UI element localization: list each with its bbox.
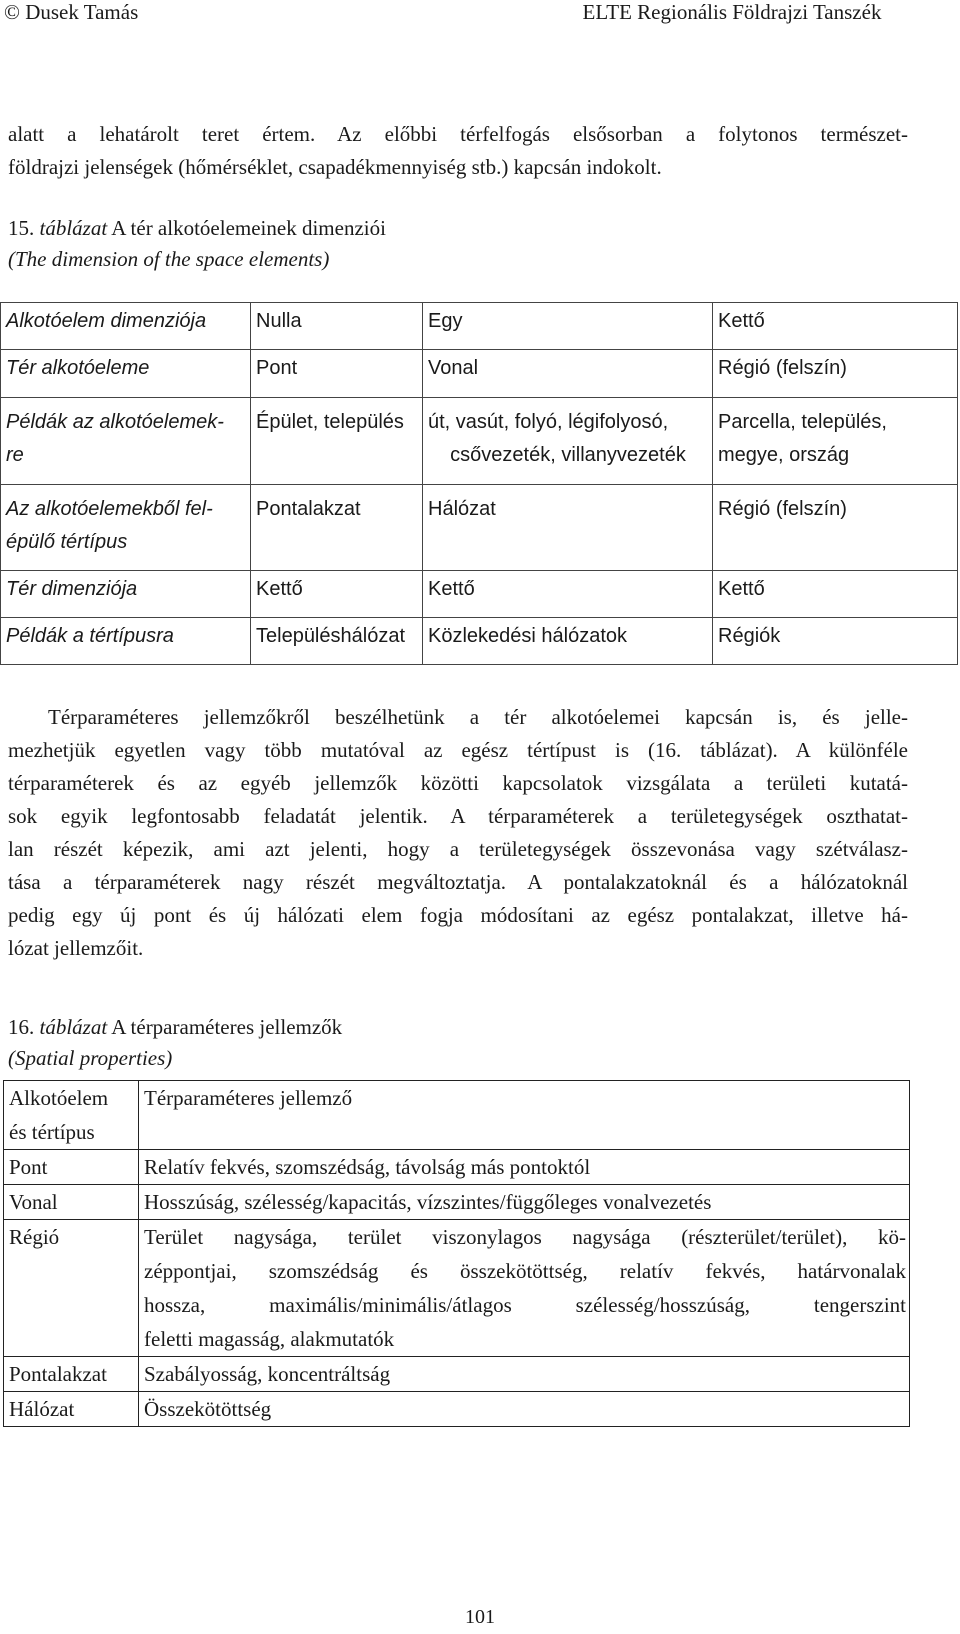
- table15-cell: Pont: [251, 350, 423, 398]
- table15-cell: Pontalakzat: [251, 485, 423, 571]
- body-line: tása a térparaméterek nagy részét megváltoztatja. A pontalakzatoknál és a hálózatoknál: [8, 870, 908, 894]
- table15-key-cell: Tér dimenziója: [1, 571, 251, 618]
- table15-cell: Nulla: [251, 303, 423, 350]
- table15-cell: Régió (felszín): [713, 485, 958, 571]
- table-row: [4, 1150, 910, 1185]
- table15-cell: Parcella, település, megye, ország: [713, 398, 958, 485]
- table15-cell: Kettő: [423, 571, 713, 618]
- table15-label: táblázat: [39, 216, 108, 240]
- intro-paragraph: [8, 118, 908, 184]
- body-line: pedig egy új pont és új hálózati elem fogja módosítani az egész pontalakzat, illetve há-: [8, 903, 908, 927]
- table16-title: A térparaméteres jellemzők: [111, 1015, 343, 1039]
- table16-key-cell: Pont: [4, 1150, 139, 1185]
- table15-key-cell: Az alkotóelemekből fel- épülő tértípus: [1, 485, 251, 571]
- table15-cell: Vonal: [423, 350, 713, 398]
- body-paragraph: [8, 701, 908, 965]
- body-line: Térparaméteres jellemzőkről beszélhetünk a tér alkotóelemei kapcsán is, és jelle-: [48, 705, 908, 729]
- table15-cell: Kettő: [713, 571, 958, 618]
- table16-key-cell: Pontalakzat: [4, 1357, 139, 1392]
- table15-key-cell: Alkotóelem dimenziója: [1, 303, 251, 350]
- table15-caption: [8, 213, 386, 243]
- intro-line: alatt a lehatárolt teret értem. Az előbbi térfelfogás elsősorban a folytonos természet-: [8, 122, 908, 146]
- table16-key-cell: Vonal: [4, 1185, 139, 1220]
- table15-cell: Régiók: [713, 618, 958, 665]
- page-number: 101: [465, 1606, 495, 1628]
- table-row: [4, 1357, 910, 1392]
- table16-caption: [8, 1012, 342, 1042]
- table15-cell: Épület, település: [251, 398, 423, 485]
- table15-key-cell: Tér alkotóeleme: [1, 350, 251, 398]
- table15-title: A tér alkotóelemeinek dimenziói: [111, 216, 386, 240]
- table-row: [1, 485, 958, 571]
- table15-cell: Egy: [423, 303, 713, 350]
- table15-caption-en: (The dimension of the space elements): [8, 247, 330, 271]
- table15-number: 15.: [8, 216, 35, 240]
- table16-value-cell: Relatív fekvés, szomszédság, távolság más pontoktól: [139, 1150, 910, 1185]
- header-left: © Dusek Tamás: [4, 0, 139, 24]
- table16-key-cell: Hálózat: [4, 1392, 139, 1427]
- table15-cell: Hálózat: [423, 485, 713, 571]
- table15-cell: Kettő: [251, 571, 423, 618]
- table16-key-cell: Alkotóelem és tértípus: [4, 1081, 139, 1150]
- table15-cell: Kettő: [713, 303, 958, 350]
- body-line: sok egyik legfontosabb feladatát jelentik. A térparaméterek a területegységek oszthatat-: [8, 804, 908, 828]
- table15-cell: Településhálózat: [251, 618, 423, 665]
- table16-value-cell: Összekötöttség: [139, 1392, 910, 1427]
- table16-value-cell: Terület nagysága, terület viszonylagos nagysága (részterület/terület), kö- zéppontjai, szomszédság és összekötöttség, relatív fekvés, határvonalak hossza, maximális/minimális/átlagos szélesség/hosszúság, tengerszint feletti magasság, alakmutatók: [139, 1220, 910, 1357]
- table16-label: táblázat: [39, 1015, 108, 1039]
- table-row: [1, 303, 958, 350]
- body-line: térparaméterek és az egyéb jellemzők közötti kapcsolatok vizsgálata a területi kutatá-: [8, 771, 908, 795]
- table15: [0, 302, 958, 665]
- body-line: lózat jellemzőit.: [8, 936, 144, 960]
- table16-value-cell: Térparaméteres jellemző: [139, 1081, 910, 1150]
- table-row: [4, 1392, 910, 1427]
- intro-line: földrajzi jelenségek (hőmérséklet, csapadékmennyiség stb.) kapcsán indokolt.: [8, 155, 662, 179]
- table15-cell: Régió (felszín): [713, 350, 958, 398]
- body-line: lan részét képezik, ami azt jelenti, hogy a területegységek összevonása vagy szétválasz-: [8, 837, 908, 861]
- table-row: [1, 350, 958, 398]
- body-line: mezhetjük egyetlen vagy több mutatóval az egész tértípust is (16. táblázat). A különféle: [8, 738, 908, 762]
- table-row: [1, 398, 958, 485]
- table16-number: 16.: [8, 1015, 35, 1039]
- table16: [3, 1080, 910, 1427]
- table-row: [4, 1185, 910, 1220]
- table16-value-cell: Szabályosság, koncentráltság: [139, 1357, 910, 1392]
- table-row: [4, 1220, 910, 1357]
- header-right: ELTE Regionális Földrajzi Tanszék: [582, 0, 882, 24]
- table-row: [4, 1081, 910, 1150]
- table16-caption-en: (Spatial properties): [8, 1046, 173, 1070]
- table16-key-cell: Régió: [4, 1220, 139, 1357]
- table-row: [1, 571, 958, 618]
- table-row: [1, 618, 958, 665]
- table16-value-cell: Hosszúság, szélesség/kapacitás, vízszintes/függőleges vonalvezetés: [139, 1185, 910, 1220]
- table15-key-cell: Példák a tértípusra: [1, 618, 251, 665]
- table15-cell: út, vasút, folyó, légifolyosó, csővezeték, villanyvezeték: [423, 398, 713, 485]
- table15-cell: Közlekedési hálózatok: [423, 618, 713, 665]
- table15-key-cell: Példák az alkotóelemek- re: [1, 398, 251, 485]
